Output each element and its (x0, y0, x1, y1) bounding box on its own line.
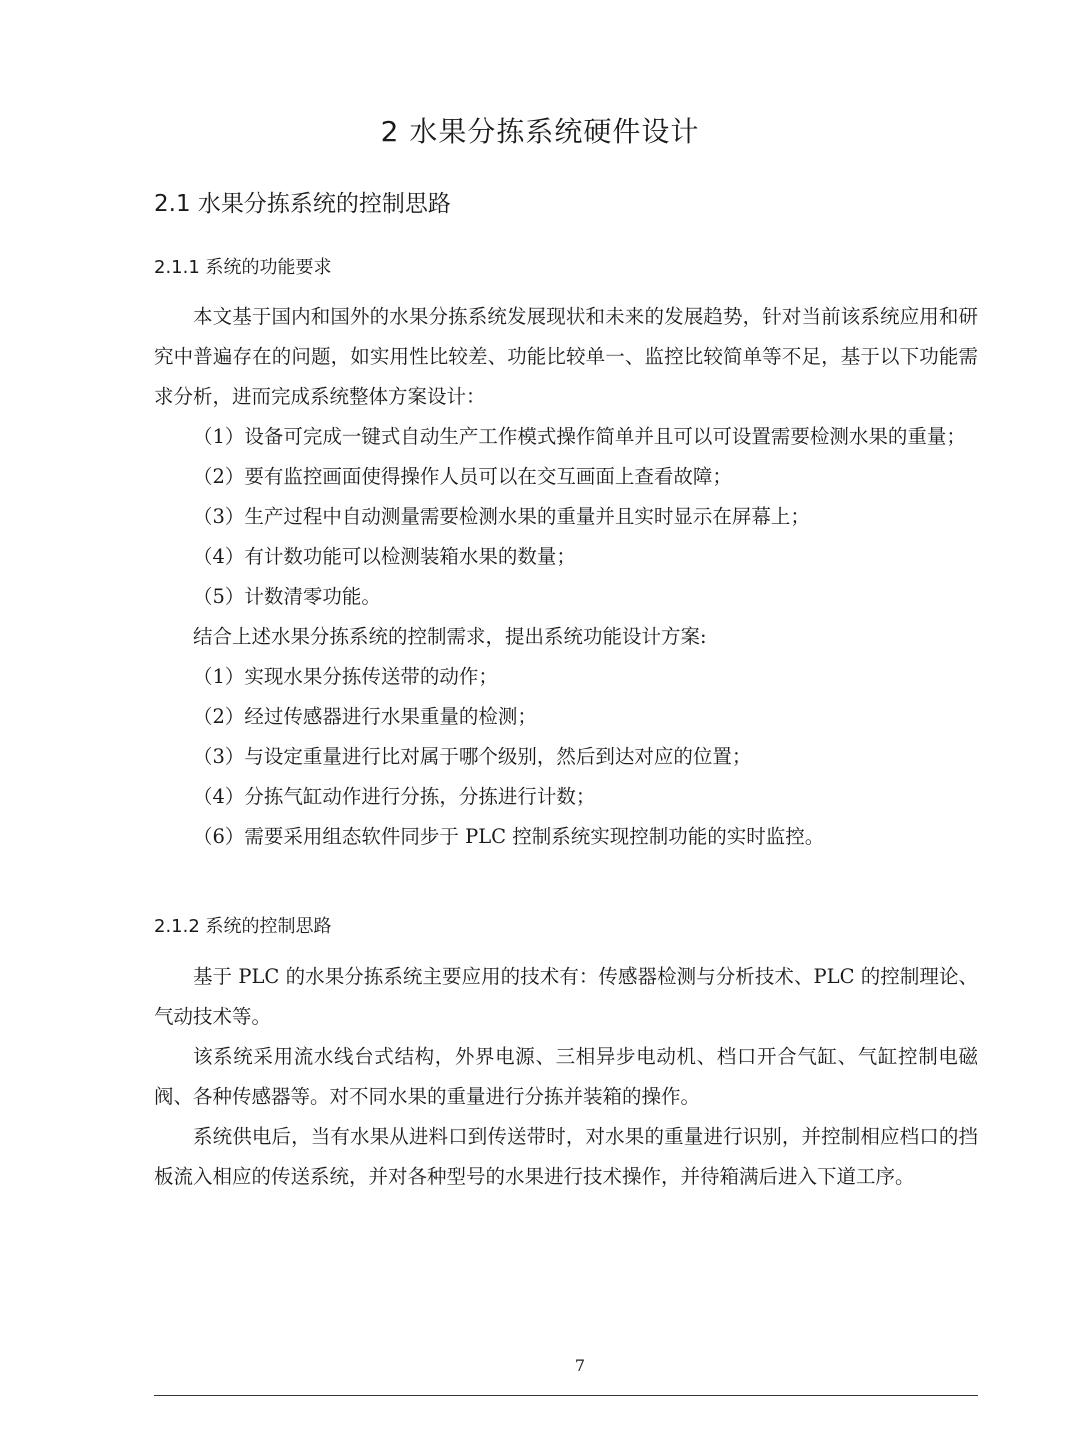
footer-divider (154, 1395, 978, 1396)
plan-item: （6）需要采用组态软件同步于 PLC 控制系统实现控制功能的实时监控。 (193, 825, 825, 848)
subsection-title-2-1-1: 2.1.1 系统的功能要求 (154, 257, 332, 278)
paragraph: 基于 PLC 的水果分拣系统主要应用的技术有：传感器检测与分析技术、PLC 的控制理论、气动技术等。 (154, 965, 978, 1028)
section-title: 2.1 水果分拣系统的控制思路 (154, 191, 451, 217)
intro-paragraph: 本文基于国内和国外的水果分拣系统发展现状和未来的发展趋势，针对当前该系统应用和研究中普遍存在的问题，如实用性比较差、功能比较单一、监控比较简单等不足，基于以下功能需求分析，进而完成系统整体方案设计： (154, 305, 978, 408)
plan-item: （3）与设定重量进行比对属于哪个级别，然后到达对应的位置； (193, 745, 752, 768)
requirement-item: （5）计数清零功能。 (193, 585, 381, 608)
requirement-item: （1）设备可完成一键式自动生产工作模式操作简单并且可以可设置需要检测水果的重量； (193, 425, 966, 448)
paragraph: 系统供电后，当有水果从进料口到传送带时，对水果的重量进行识别，并控制相应档口的挡板流入相应的传送系统，并对各种型号的水果进行技术操作，并待箱满后进入下道工序。 (154, 1125, 978, 1188)
subsection-title-2-1-2: 2.1.2 系统的控制思路 (154, 916, 332, 937)
plan-item: （4）分拣气缸动作进行分拣，分拣进行计数； (193, 785, 596, 808)
chapter-title: 2 水果分拣系统硬件设计 (380, 115, 700, 148)
paragraph: 该系统采用流水线台式结构，外界电源、三相异步电动机、档口开合气缸、气缸控制电磁阀、各种传感器等。对不同水果的重量进行分拣并装箱的操作。 (154, 1045, 978, 1108)
page-number: 7 (574, 1356, 586, 1375)
plan-item: （2）经过传感器进行水果重量的检测； (193, 705, 537, 728)
requirement-item: （2）要有监控画面使得操作人员可以在交互画面上查看故障； (193, 465, 732, 488)
body-2-1-1 (154, 297, 978, 857)
body-2-1-2 (154, 957, 978, 1197)
requirement-item: （3）生产过程中自动测量需要检测水果的重量并且实时显示在屏幕上； (193, 505, 810, 528)
plan-intro-paragraph: 结合上述水果分拣系统的控制需求，提出系统功能设计方案: (193, 625, 707, 648)
plan-item: （1）实现水果分拣传送带的动作； (193, 665, 498, 688)
requirement-item: （4）有计数功能可以检测装箱水果的数量； (193, 545, 576, 568)
